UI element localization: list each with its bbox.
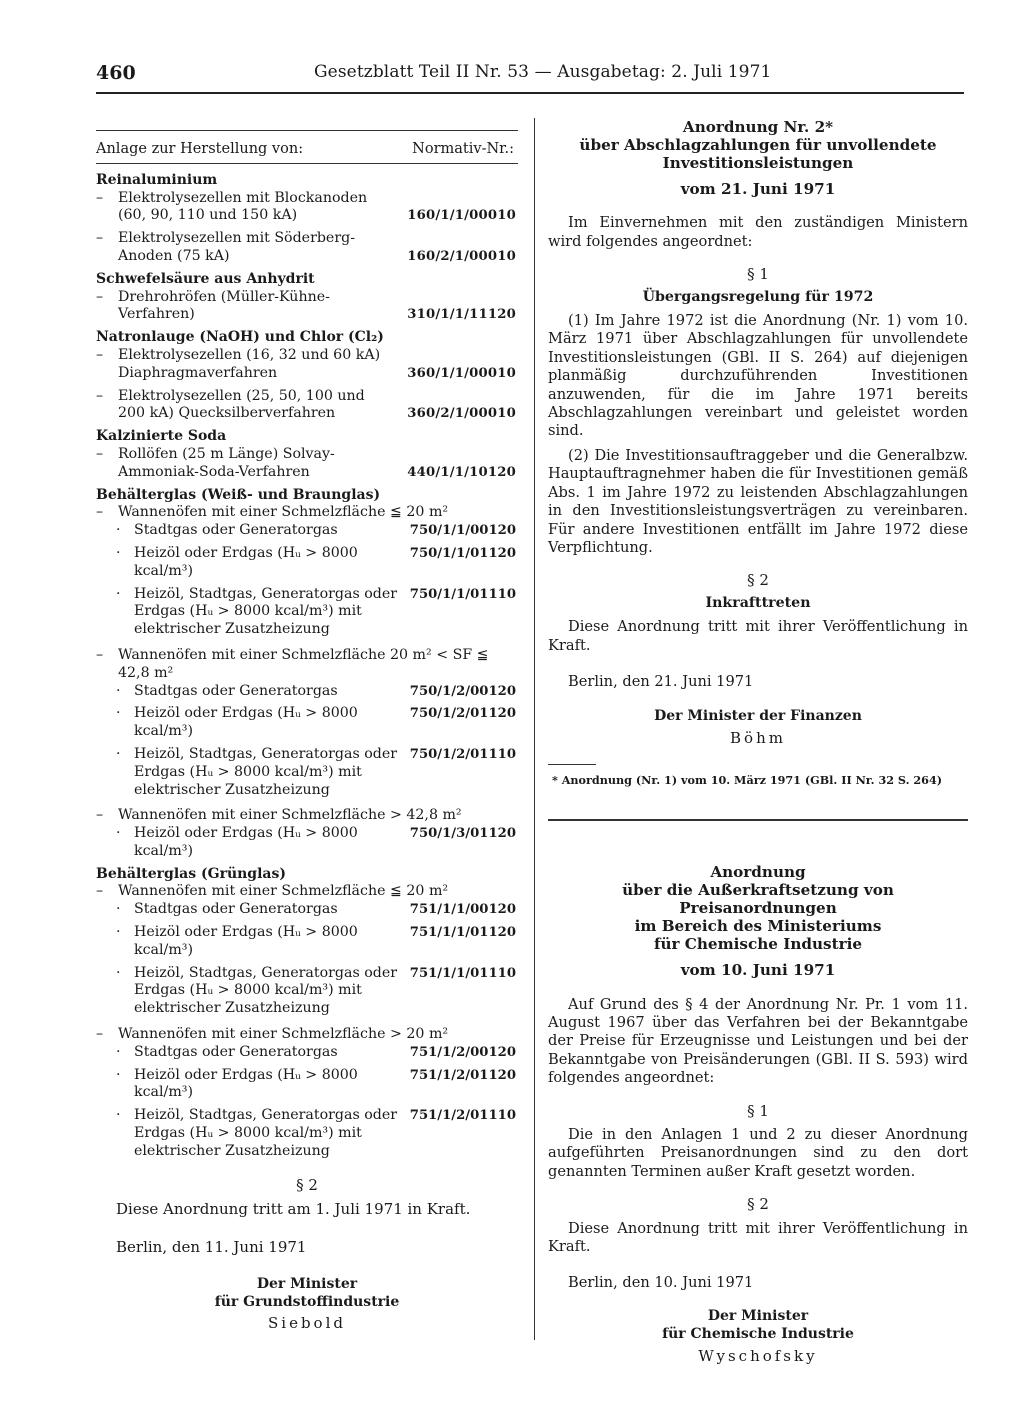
ordinance-2-signer-name: Wyschofsky [698,1346,818,1365]
group-text: Wannenöfen mit einer Schmelzfläche > 20 m² [118,1026,449,1043]
bullet-marker: · [116,544,121,561]
bullet-marker: · [116,585,121,602]
section-schwefelsaeure [96,271,518,324]
fuel-text: Heizöl, Stadtgas, Generatorgas oder Erdgas (Hᵤ > 8000 kcal/m³) mit elektrischer Zusatzheizung [134,745,398,798]
item-text: Elektrolysezellen mit Söderberg-Anoden (75 kA) [118,230,355,264]
normativ-code: 160/2/1/00010 [407,248,516,264]
ordinance-2-section-1-sign: § 1 [747,1101,769,1120]
bullet-marker: · [116,825,121,842]
paragraph-2-text: Diese Anordnung tritt am 1. Juli 1971 in Kraft. [116,1200,471,1219]
fuel-text: Heizöl oder Erdgas (Hᵤ > 8000 kcal/m³) [134,924,358,958]
fuel-text: Heizöl oder Erdgas (Hᵤ > 8000 kcal/m³) [134,1066,358,1101]
ordinance-2-signer-role-line-2: für Chemische Industrie [662,1325,854,1342]
dash-marker: – [96,646,104,663]
bullet-marker: · [116,745,121,762]
paragraph-2-sign: § 2 [296,1175,318,1194]
furnace-group [96,504,518,522]
group-text: Wannenöfen mit einer Schmelzfläche > 42,8 m² [118,807,462,824]
item-text: Rollöfen (25 m Länge) Solvay-Ammoniak-Soda-Verfahren [118,445,335,480]
fuel-item [96,1107,518,1160]
section-kalzinierte-soda [96,428,518,481]
normativ-code: 750/1/1/01110 [409,586,516,602]
list-item [96,446,518,482]
section-reinaluminium [96,172,518,266]
ordinance-1-section-2-sign: § 2 [747,571,769,590]
section-natronlauge [96,329,518,423]
ordinance-2-title-line-2: über die Außerkraftsetzung von Preisanordnungen [622,881,894,918]
section-behaelterglas-weiss [96,487,518,861]
table-top-rule [96,130,518,131]
dash-marker: – [96,883,104,900]
fuel-text: Stadtgas oder Generatorgas [134,1043,338,1060]
normativ-code: 751/1/1/01110 [409,965,516,981]
item-text: Elektrolysezellen mit Blockanoden (60, 90, 110 und 150 kA) [118,189,368,224]
ordinance-1-intro: Im Einvernehmen mit den zuständigen Ministern wird folgendes angeordnet: [548,214,968,250]
section-title: Behälterglas (Grünglas) [96,865,286,882]
page-header [96,62,964,88]
bullet-marker: · [116,1043,121,1060]
furnace-group [96,883,518,901]
ordinance-1-section-1-title: Übergangsregelung für 1972 [642,288,874,305]
fuel-text: Heizöl oder Erdgas (Hᵤ > 8000 kcal/m³) [134,544,358,579]
signer-role-line-1: Der Minister [256,1276,358,1293]
item-text: Elektrolysezellen (16, 32 und 60 kA) Diaphragmaverfahren [118,346,381,381]
ordinance-2-section-2-sign: § 2 [747,1195,769,1214]
ordinance-1-title-line-2: über Abschlagzahlungen für unvollendete [579,136,937,154]
bullet-marker: · [116,964,121,981]
bullet-marker: · [116,924,121,941]
dash-marker: – [96,445,104,462]
column-divider [534,118,535,1340]
item-text: Drehrohröfen (Müller-Kühne-Verfahren) [118,288,330,323]
normativ-code: 360/2/1/00010 [407,406,516,422]
normativ-code: 751/1/1/01120 [409,925,516,941]
signer-role [96,1275,518,1311]
table-header-plant: Anlage zur Herstellung von: [96,141,304,157]
furnace-group [96,647,518,683]
normativ-code: 751/1/2/01110 [409,1108,516,1124]
ordinance-1-place-date: Berlin, den 21. Juni 1971 [568,672,754,690]
footnote-rule [548,764,596,765]
ordinance-2-section-2-text: Diese Anordnung tritt mit ihrer Veröffentlichung in Kraft. [548,1219,968,1256]
ordinance-1-title [548,118,968,172]
dash-marker: – [96,807,104,824]
list-item [96,388,518,424]
dash-marker: – [96,230,104,247]
ordinance-2-section-1-text: Die in den Anlagen 1 und 2 zu dieser Anordnung aufgeführten Preisanordnungen sind zu den dort genannten Terminen außer Kraft gesetzt worden. [548,1126,968,1180]
fuel-item [96,705,518,741]
normativ-code: 750/1/1/01120 [409,545,516,561]
ordinance-1-section-1-sign: § 1 [747,265,769,284]
ordinance-2-place-date: Berlin, den 10. Juni 1971 [568,1274,754,1292]
bullet-marker: · [116,901,121,918]
ordinance-2-title-line-4: für Chemische Industrie [653,935,863,954]
header-title: Gesetzblatt Teil II Nr. 53 — Ausgabetag: 2. Juli 1971 [314,62,772,82]
ordinance-2-title [548,863,968,953]
list-item [96,190,518,226]
bullet-marker: · [116,522,121,539]
ordinance-1-section-1-para-1: (1) Im Jahre 1972 ist die Anordnung (Nr. 1) vom 10. März 1971 über Abschlagzahlungen für unvollendete Investitionsleistungen (GBl. II S. 264) auf diejenigen planmäßig durchzuführenden Investitionen anzuwenden, für die im Jahre 1971 bereits Abschlagzahlungen vereinbart und geleistet worden sind. [548,312,968,440]
ordinance-divider [548,819,968,821]
section-title: Schwefelsäure aus Anhydrit [96,270,315,287]
normativ-code: 751/1/1/00120 [409,902,516,918]
section-title: Behälterglas (Weiß- und Braunglas) [96,486,381,503]
ordinance-2-date: vom 10. Juni 1971 [680,961,836,980]
fuel-item [96,825,518,861]
normativ-code: 750/1/3/01120 [409,826,516,842]
list-item [96,289,518,325]
ordinance-1-signer-role: Der Minister der Finanzen [654,708,862,725]
bullet-marker: · [116,1066,121,1083]
normativ-code: 440/1/1/10120 [407,464,516,480]
group-text: Wannenöfen mit einer Schmelzfläche ≦ 20 m² [118,504,449,521]
fuel-item [96,522,518,540]
ordinance-2-signer-role-line-1: Der Minister [707,1307,809,1324]
normativ-code: 751/1/2/00120 [409,1044,516,1060]
item-text: Elektrolysezellen (25, 50, 100 und 200 kA) Quecksilberverfahren [118,387,365,422]
fuel-item [96,746,518,799]
bullet-marker: · [116,682,121,699]
normativ-code: 750/1/2/00120 [409,683,516,699]
ordinance-2-title-line-3: im Bereich des Ministeriums [634,917,882,936]
ordinance-1-section-1-para-2: (2) Die Investitionsauftraggeber und die Generalbzw. Hauptauftragnehmer haben die für Investitionen gemäß Abs. 1 im Jahre 1972 zu leistenden Abschlagzahlungen in den Investitionsleistungsverträgen zu vereinbaren. Für andere Investitionen entfällt im Jahre 1972 diese Verpflichtung. [548,446,968,556]
list-item [96,230,518,266]
right-column [548,118,968,1365]
signer-name: Siebold [268,1314,346,1333]
fuel-item [96,965,518,1018]
fuel-item [96,1044,518,1062]
signer-role-line-2: für Grundstoffindustrie [214,1294,400,1311]
fuel-item [96,586,518,639]
normativ-code: 360/1/1/00010 [407,365,516,381]
ordinance-1-footnote: * Anordnung (Nr. 1) vom 10. März 1971 (GBl. II Nr. 32 S. 264) [552,772,943,787]
fuel-text: Stadtgas oder Generatorgas [134,682,338,699]
fuel-text: Heizöl oder Erdgas (Hᵤ > 8000 kcal/m³) [134,825,358,859]
fuel-item [96,683,518,701]
dash-marker: – [96,504,104,521]
section-title: Reinaluminium [96,171,218,188]
ordinance-1-date: vom 21. Juni 1971 [680,180,836,198]
fuel-item [96,1067,518,1103]
table-header [96,135,518,163]
dash-marker: – [96,189,104,206]
normativ-code: 750/1/2/01110 [409,746,516,762]
dash-marker: – [96,346,104,363]
group-text: Wannenöfen mit einer Schmelzfläche ≦ 20 m² [118,883,449,900]
furnace-group [96,1026,518,1044]
ordinance-1-section-2-title: Inkrafttreten [705,594,811,611]
normativ-code: 750/1/2/01120 [409,706,516,722]
normativ-code: 750/1/1/00120 [409,523,516,539]
normativ-code: 310/1/1/11120 [407,307,516,323]
header-rule [96,92,964,94]
fuel-text: Stadtgas oder Generatorgas [134,522,338,539]
normativ-code: 160/1/1/00010 [407,208,516,224]
dash-marker: – [96,387,104,404]
ordinance-1-title-line-3: Investitionsleistungen [662,154,854,172]
fuel-item [96,901,518,919]
table-header-rule [96,163,518,164]
dash-marker: – [96,1026,104,1043]
left-column [96,130,518,1333]
fuel-text: Heizöl, Stadtgas, Generatorgas oder Erdgas (Hᵤ > 8000 kcal/m³) mit elektrischer Zusatzheizung [134,585,398,638]
ordinance-1-signer-name: Böhm [730,729,786,748]
fuel-text: Stadtgas oder Generatorgas [134,901,338,918]
bullet-marker: · [116,705,121,722]
page-number: 460 [96,62,136,84]
fuel-text: Heizöl oder Erdgas (Hᵤ > 8000 kcal/m³) [134,705,358,740]
section-title: Natronlauge (NaOH) und Chlor (Cl₂) [96,329,384,346]
group-text: Wannenöfen mit einer Schmelzfläche 20 m² < SF ≦ 42,8 m² [118,646,489,681]
dash-marker: – [96,288,104,305]
ordinance-1-section-2-text: Diese Anordnung tritt mit ihrer Veröffentlichung in Kraft. [548,618,968,654]
fuel-item [96,924,518,960]
table-header-normativ: Normativ-Nr.: [412,141,514,157]
furnace-group [96,807,518,825]
ordinance-2-title-line-1: Anordnung [710,863,806,882]
fuel-item [96,545,518,581]
ordinance-1-title-line-1: Anordnung Nr. 2* [682,118,834,136]
bullet-marker: · [116,1107,121,1124]
list-item [96,347,518,383]
fuel-text: Heizöl, Stadtgas, Generatorgas oder Erdgas (Hᵤ > 8000 kcal/m³) mit elektrischer Zusatzheizung [134,1107,398,1159]
ordinance-2-intro: Auf Grund des § 4 der Anordnung Nr. Pr. 1 vom 11. August 1967 über das Verfahren bei der Bekanntgabe der Preise für Erzeugnisse und Leistungen und bei der Bekanntgabe von Preisänderungen (GBl. II S. 593) wird folgendes angeordnet: [548,995,968,1087]
fuel-text: Heizöl, Stadtgas, Generatorgas oder Erdgas (Hᵤ > 8000 kcal/m³) mit elektrischer Zusatzheizung [134,964,398,1017]
ordinance-2-signer-role [548,1307,968,1343]
place-date: Berlin, den 11. Juni 1971 [116,1238,307,1257]
section-behaelterglas-gruen [96,866,518,1161]
normativ-code: 751/1/2/01120 [409,1067,516,1083]
section-title: Kalzinierte Soda [96,428,227,445]
